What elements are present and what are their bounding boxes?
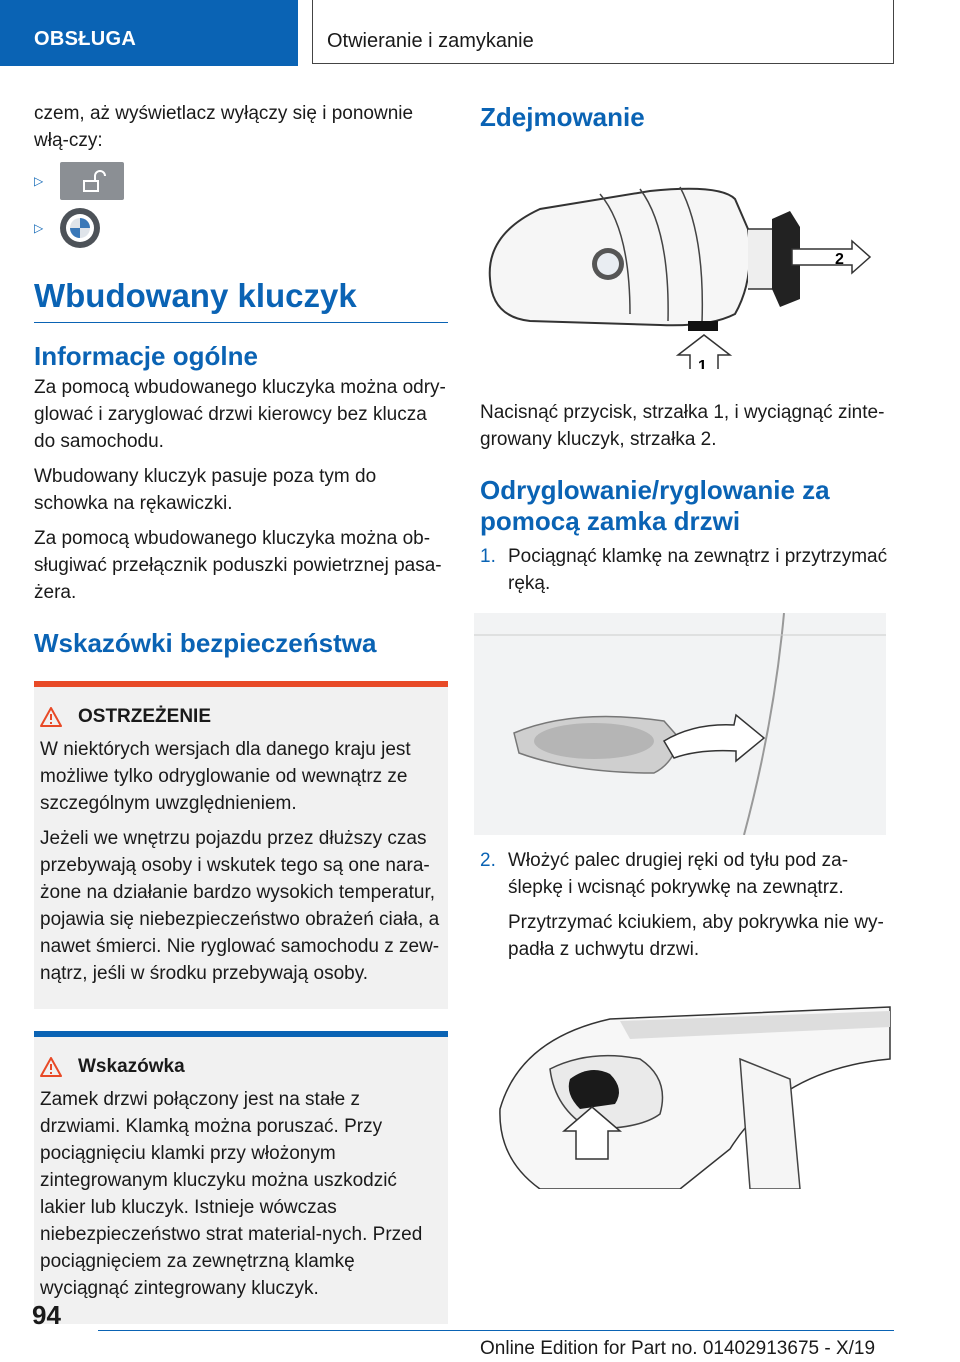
steps-list-continued xyxy=(480,847,892,971)
section-title: OBSŁUGA xyxy=(34,28,137,50)
header-chapter-box xyxy=(312,0,894,64)
heading-removal: Zdejmowanie xyxy=(480,102,645,132)
chapter-title: Otwieranie i zamykanie xyxy=(327,30,534,52)
note-paragraph-1: Zamek drzwi połączony jest na stałe z drzwiami. Klamką można poruszać. Przy pociągnięciu klamki przy włożonym zintegrowanym kluczyku można uszkodzić lakier lub kluczyk. Istnieje wówczas niebezpieczeństwo strat material-nych. Przed pociągnięciem za zewnętrzną klamkę wyciągnąć zintegrowany kluczyk. xyxy=(40,1089,423,1299)
warning-triangle-icon xyxy=(40,707,62,727)
note-title-row xyxy=(40,1053,442,1080)
heading-safety: Wskazówki bezpieczeństwa xyxy=(34,628,377,658)
footer-edition: Online Edition for Part no. 01402913675 - X/19 xyxy=(480,1338,876,1359)
heading-general-info: Informacje ogólne xyxy=(34,341,258,371)
bullet-logo-button xyxy=(34,208,448,248)
step-1 xyxy=(480,543,892,597)
warning-paragraph-2: Jeżeli we wnętrzu pojazdu przez dłuższy czas przebywają osoby i wskutek tego są one nara-żone na działanie bardzo wysokich temperatur, pojawia się niebezpieczeństwo obrażeń ciała, a nawet śmierci. Nie ryglować samochodu z zew-nątrz, jeśli w środku przebywają osoby. xyxy=(40,828,440,984)
general-paragraph-1: Za pomocą wbudowanego kluczyka można odry-glować i zaryglować drzwi kierowcy bez klucza do samochodu. xyxy=(34,377,446,452)
general-paragraph-3: Za pomocą wbudowanego kluczyka można ob-sługiwać przełącznik poduszki powietrznej pasa-żera. xyxy=(34,528,442,603)
note-triangle-icon xyxy=(40,1057,62,1077)
footer-divider xyxy=(98,1330,894,1331)
step-subtext: Przytrzymać kciukiem, aby pokrywka nie wy-padła z uchwytu drzwi. xyxy=(508,912,884,960)
bullet-marker: ▷ xyxy=(34,220,44,235)
warning-box xyxy=(34,681,448,1009)
figure-arrow-label-1: 1 xyxy=(698,358,707,369)
steps-list xyxy=(480,543,892,597)
step-text: Włożyć palec drugiej ręki od tyłu pod za-ślepkę i wcisnąć pokrywkę na zewnątrz. xyxy=(508,850,849,898)
heading-built-in-key: Wbudowany kluczyk xyxy=(34,276,448,323)
bullet-lock-button xyxy=(34,162,448,200)
figure-arrow-label-2: 2 xyxy=(835,251,844,268)
warning-paragraph-1: W niektórych wersjach dla danego kraju jest możliwe tylko odryglowanie od wewnątrz ze szczególnym uwzględnieniem. xyxy=(40,739,411,814)
removal-text: Nacisnąć przycisk, strzałka 1, i wyciągnąć zinte-growany kluczyk, strzałka 2. xyxy=(480,402,885,450)
bullet-marker: ▷ xyxy=(34,173,44,188)
right-column xyxy=(480,100,892,1189)
general-paragraph-2: Wbudowany kluczyk pasuje poza tym do schowka na rękawiczki. xyxy=(34,466,377,514)
note-box xyxy=(34,1031,448,1324)
warning-title-row xyxy=(40,703,442,730)
left-column xyxy=(34,100,448,1324)
header-section-tab xyxy=(0,0,298,66)
heading-door-lock: Odryglowanie/ryglowanie za pomocą zamka drzwi xyxy=(480,475,830,536)
step-2-body xyxy=(508,847,892,971)
warning-title: OSTRZEŻENIE xyxy=(78,706,212,727)
step-number: 1. xyxy=(480,546,496,567)
unlock-button-icon xyxy=(60,162,124,200)
step-number: 2. xyxy=(480,850,496,871)
note-title: Wskazówka xyxy=(78,1056,185,1077)
figure-door-handle xyxy=(474,613,886,835)
step-text: Pociągnąć klamkę na zewnątrz i przytrzymać ręką. xyxy=(508,546,888,594)
figure-key-removal xyxy=(480,139,892,369)
intro-text: czem, aż wyświetlacz wyłączy się i ponownie włą-czy: xyxy=(34,103,414,151)
brand-logo-icon xyxy=(60,208,100,248)
figure-lock-cover xyxy=(480,999,892,1189)
step-2 xyxy=(480,847,892,971)
page-number: 94 xyxy=(32,1300,61,1330)
